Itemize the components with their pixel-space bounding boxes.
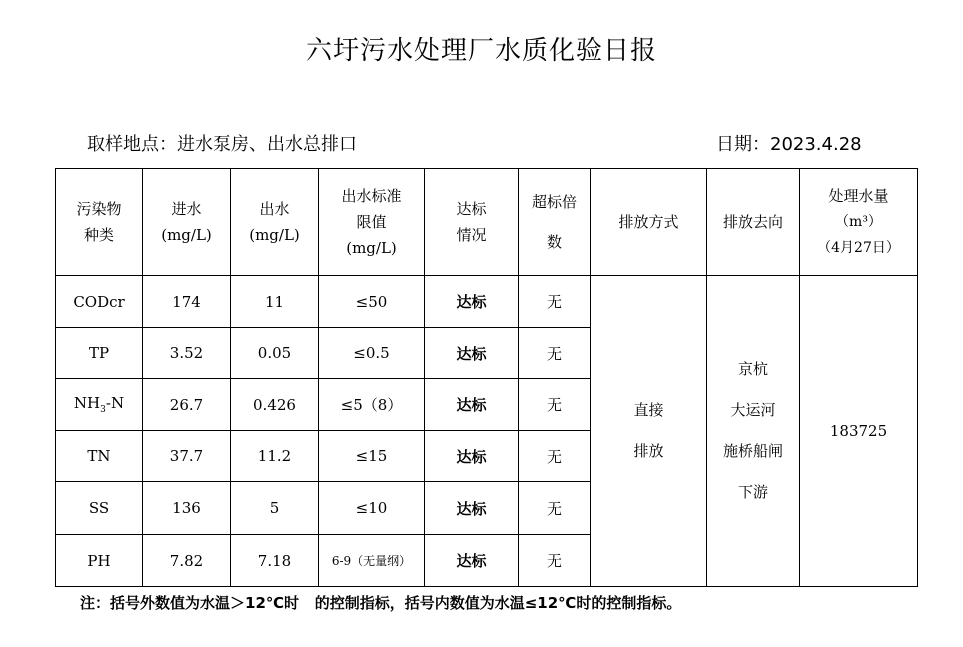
water-quality-table [55, 168, 918, 587]
header-times: 超标倍 数 [519, 169, 591, 276]
outflow-cell: 0.426 [231, 379, 319, 431]
status-cell: 达标 [425, 379, 519, 431]
status-cell: 达标 [425, 276, 519, 328]
pollutant-cell: CODcr [56, 276, 143, 328]
pollutant-cell: TN [56, 431, 143, 482]
limit-cell: 6-9（无量纲） [319, 535, 425, 587]
pollutant-cell: SS [56, 482, 143, 535]
status-cell: 达标 [425, 535, 519, 587]
outflow-cell: 5 [231, 482, 319, 535]
discharge-dest-cell: 京杭 大运河 施桥船闸 下游 [707, 276, 800, 587]
outflow-cell: 7.18 [231, 535, 319, 587]
times-cell: 无 [519, 535, 591, 587]
inflow-cell: 136 [143, 482, 231, 535]
sampling-location: 取样地点：进水泵房、出水总排口 [87, 134, 357, 155]
report-title: 六圩污水处理厂水质化验日报 [305, 36, 657, 66]
header-volume: 处理水量 （m³） （4月27日） [800, 169, 918, 276]
inflow-cell: 7.82 [143, 535, 231, 587]
outflow-cell: 0.05 [231, 328, 319, 379]
pollutant-cell: TP [56, 328, 143, 379]
times-cell: 无 [519, 276, 591, 328]
volume-cell: 183725 [800, 276, 918, 587]
status-cell: 达标 [425, 328, 519, 379]
header-outflow: 出水 (mg/L) [231, 169, 319, 276]
inflow-cell: 26.7 [143, 379, 231, 431]
outflow-cell: 11 [231, 276, 319, 328]
times-cell: 无 [519, 482, 591, 535]
status-cell: 达标 [425, 431, 519, 482]
header-inflow: 进水 (mg/L) [143, 169, 231, 276]
header-discharge-method: 排放方式 [591, 169, 707, 276]
limit-cell: ≤5（8） [319, 379, 425, 431]
table-header-row [56, 169, 918, 276]
header-status: 达标 情况 [425, 169, 519, 276]
limit-cell: ≤0.5 [319, 328, 425, 379]
limit-cell: ≤10 [319, 482, 425, 535]
outflow-cell: 11.2 [231, 431, 319, 482]
limit-cell: ≤15 [319, 431, 425, 482]
inflow-cell: 37.7 [143, 431, 231, 482]
inflow-cell: 3.52 [143, 328, 231, 379]
report-date: 日期：2023.4.28 [716, 134, 862, 155]
times-cell: 无 [519, 379, 591, 431]
header-pollutant: 污染物 种类 [56, 169, 143, 276]
header-discharge-dest: 排放去向 [707, 169, 800, 276]
table-row [56, 276, 918, 328]
discharge-method-cell: 直接 排放 [591, 276, 707, 587]
inflow-cell: 174 [143, 276, 231, 328]
pollutant-cell: $NH_3-N$ [56, 379, 143, 431]
times-cell: 无 [519, 328, 591, 379]
pollutant-cell: PH [56, 535, 143, 587]
status-cell: 达标 [425, 482, 519, 535]
limit-cell: ≤50 [319, 276, 425, 328]
header-limit: 出水标准 限值 (mg/L) [319, 169, 425, 276]
footnote: 注：括号外数值为水温＞12℃时 的控制指标，括号内数值为水温≤12℃时的控制指标。 [80, 594, 682, 612]
times-cell: 无 [519, 431, 591, 482]
